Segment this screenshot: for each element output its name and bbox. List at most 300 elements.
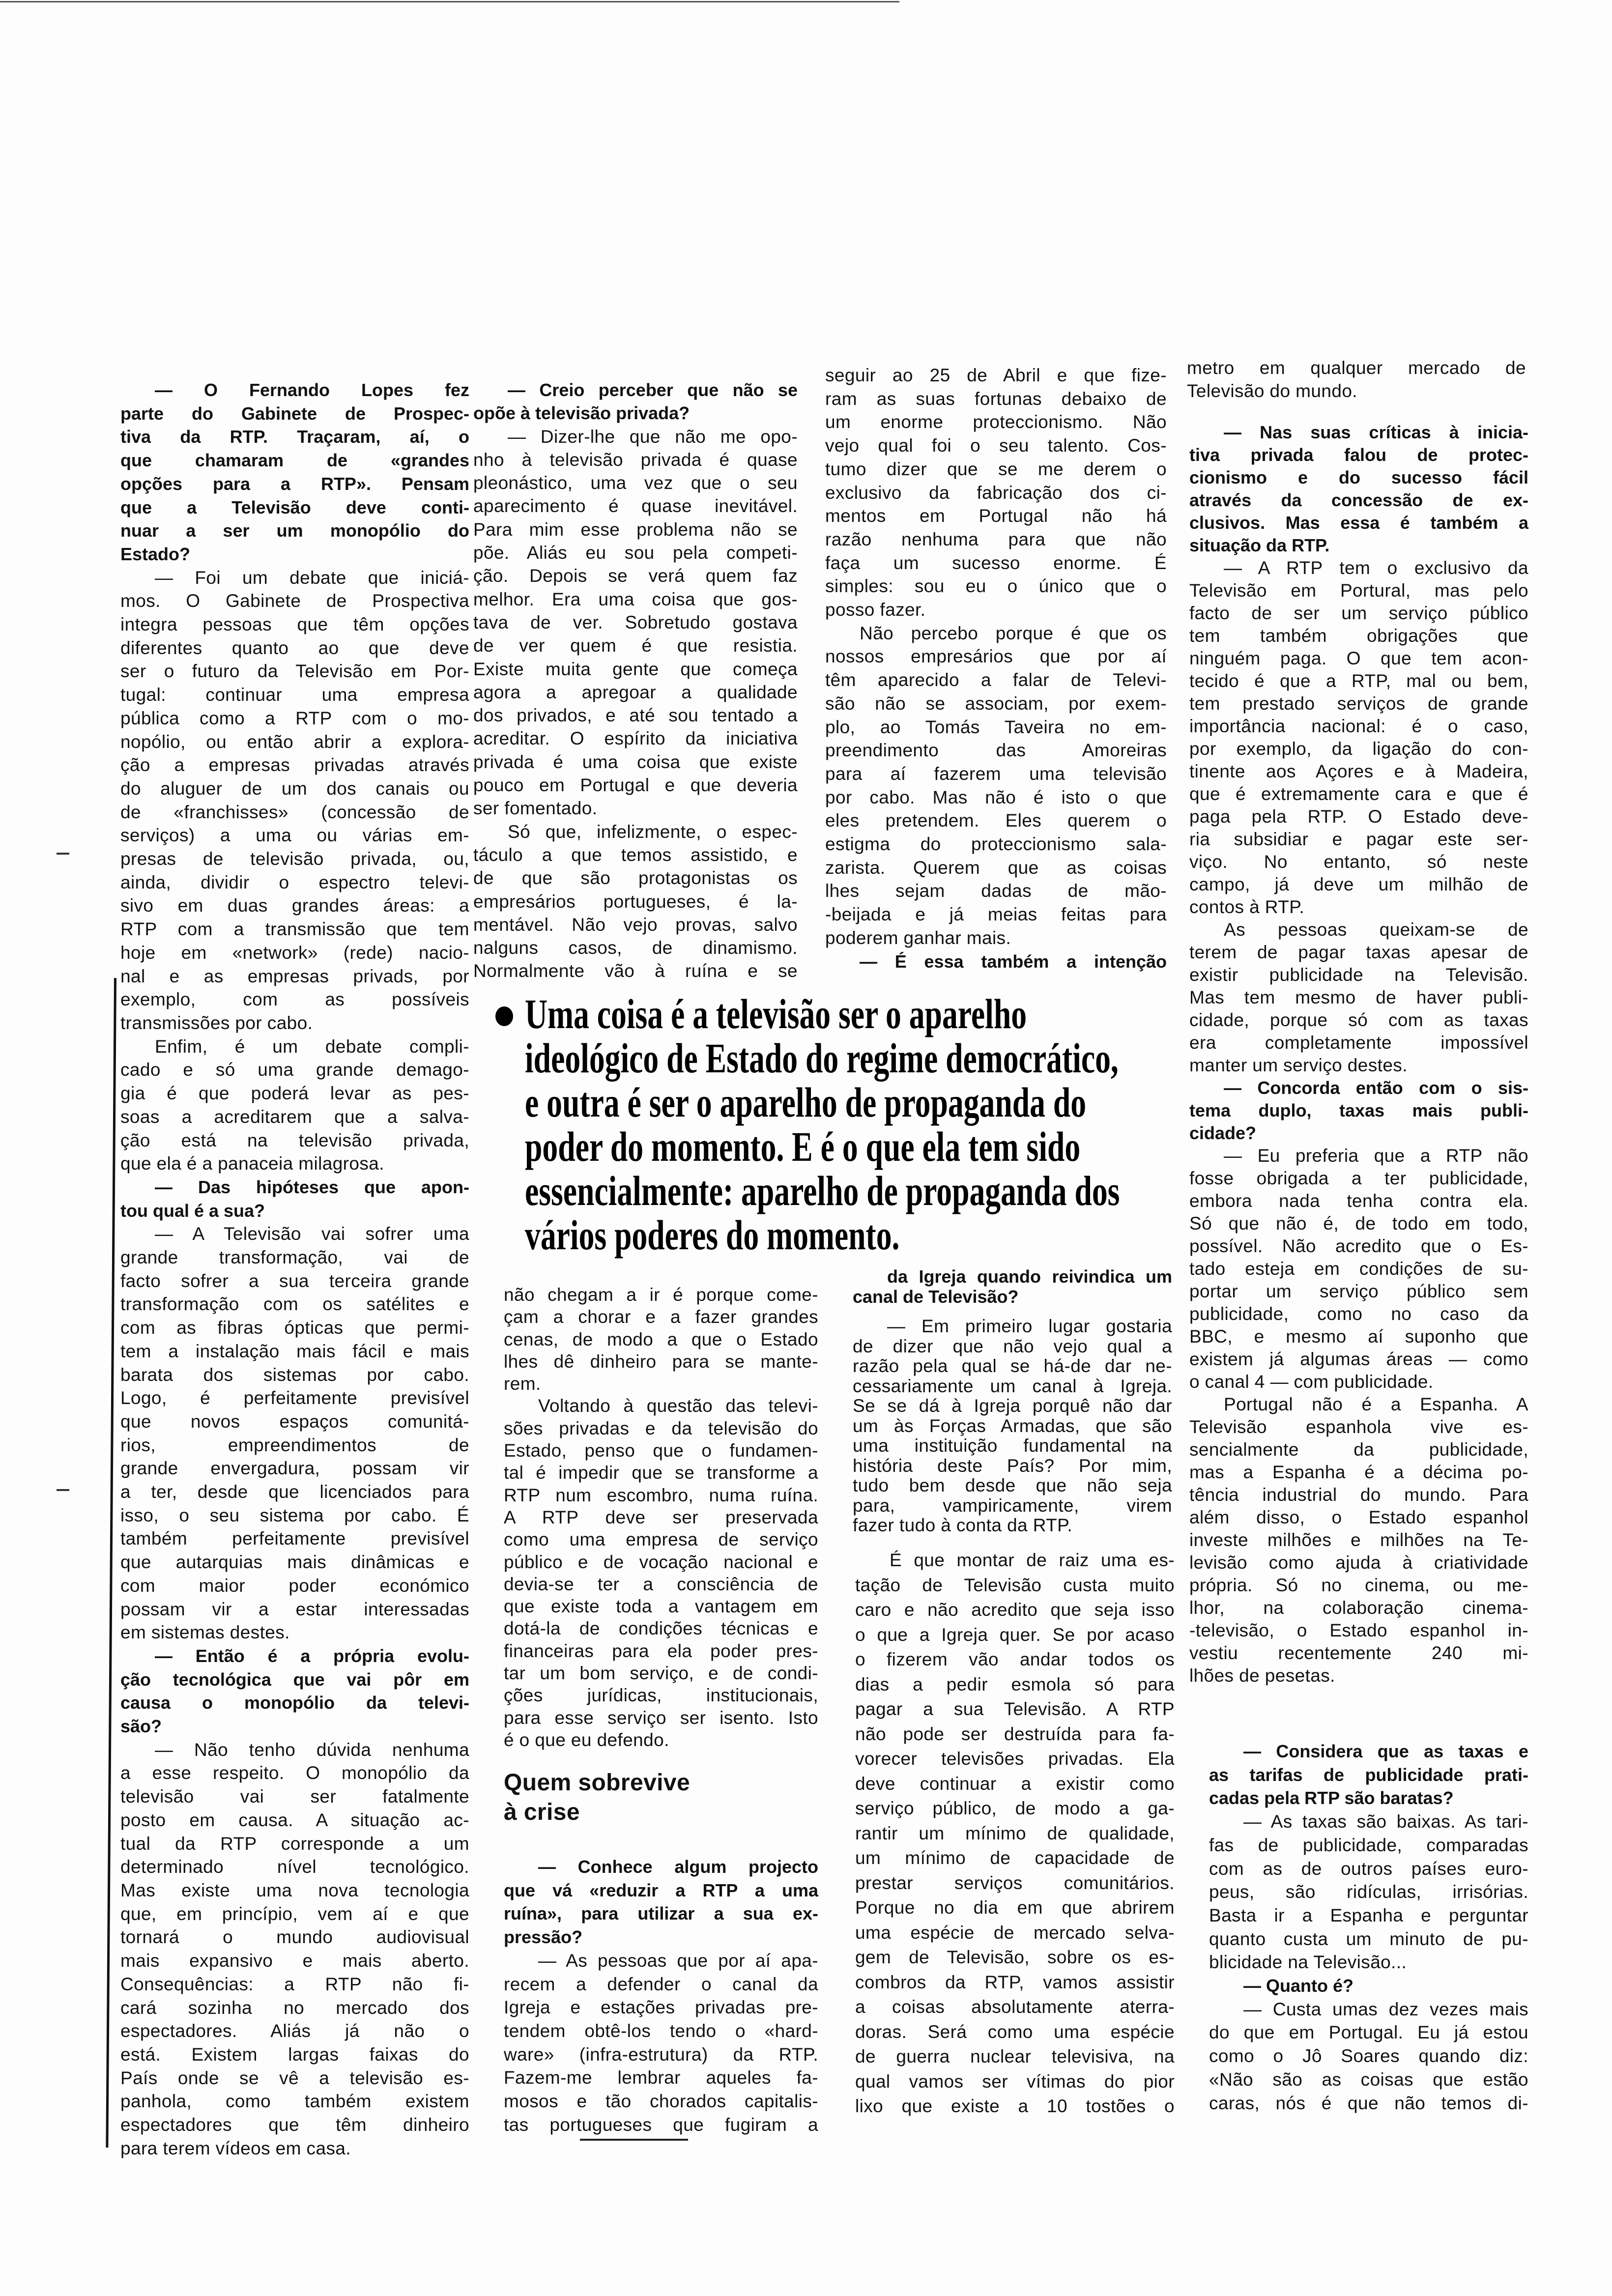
- continuation-block: [1187, 356, 1526, 402]
- pull-quote-line: poder do momento. E é o que ela tem sido: [525, 1123, 1081, 1170]
- text-line: tudo bem desde que não seja: [853, 1475, 1172, 1495]
- text-line: Igreja e estações privadas pre-: [504, 1997, 818, 2018]
- text-line: um mínimo de capacidade de: [855, 1848, 1175, 1868]
- text-line: nho à televisão privada é quase: [473, 449, 798, 470]
- text-line: uma espécie de mercado selva-: [855, 1922, 1175, 1943]
- text-line: além disso, o Estado espanhol: [1189, 1507, 1528, 1527]
- text-line: facto sofrer a sua terceira grande: [120, 1270, 469, 1291]
- text-line: serviços) a uma ou várias em-: [120, 825, 469, 846]
- text-line: não chegam a ir é porque come-: [504, 1285, 818, 1305]
- text-line: diferentes quanto ao que deve: [120, 637, 469, 658]
- question-block: [853, 1267, 1172, 1307]
- text-line: tendem obtê-los tendo o «hard-: [504, 2020, 818, 2041]
- text-line: que vá «reduzir a RTP a uma: [504, 1880, 818, 1900]
- text-line: nossos empresários que por aí: [825, 646, 1167, 667]
- text-line: a esse respeito. O monopólio da: [120, 1763, 469, 1783]
- heading-block: [504, 1768, 818, 1827]
- text-line: Enfim, é um debate compli-: [155, 1036, 469, 1057]
- text-line: campo, já deve um milhão de: [1189, 874, 1528, 894]
- text-line: BBC, e mesmo aí suponho que: [1189, 1326, 1528, 1347]
- text-line: ções jurídicas, institucionais,: [504, 1685, 818, 1706]
- text-line: tas portugueses que fugiram a: [504, 2114, 818, 2135]
- text-line: televisão vai ser fatalmente: [120, 1786, 469, 1807]
- text-line: zarista. Querem que as coisas: [825, 857, 1167, 878]
- text-line: possam vir a estar interessadas: [120, 1599, 469, 1619]
- text-line: grande transformação, vai de: [120, 1247, 469, 1268]
- column-4-lower-text: [1209, 1740, 1528, 2115]
- text-line: a ter, desde que licenciados para: [120, 1482, 469, 1502]
- text-line: vestiu recentemente 240 mi-: [1189, 1643, 1528, 1663]
- section-heading: [504, 1768, 818, 1827]
- text-line: o canal 4 — com publicidade.: [1189, 1372, 1434, 1392]
- text-line: peus, são ridículas, irrisórias.: [1209, 1882, 1528, 1902]
- column-4-intro-text: [1187, 356, 1526, 402]
- text-line: pouco em Portugal e que deveria: [473, 775, 798, 796]
- text-line: — Em primeiro lugar gostaria: [887, 1316, 1172, 1336]
- text-line: são?: [120, 1716, 162, 1737]
- text-line: fas de publicidade, comparadas: [1209, 1835, 1528, 1855]
- text-line: empresários portugueses, é la-: [473, 891, 798, 912]
- text-line: cessariamente um canal à Igreja.: [853, 1376, 1172, 1396]
- pull-quote: [525, 992, 1180, 1257]
- text-line: tem também obrigações que: [1189, 626, 1528, 646]
- text-line: dias a pedir esmola só para: [855, 1674, 1175, 1694]
- text-line: — A RTP tem o exclusivo da: [1224, 558, 1528, 578]
- text-line: — A Televisão vai sofrer uma: [155, 1224, 469, 1244]
- text-line: possível. Não acredito que o Es-: [1189, 1236, 1528, 1256]
- text-line: combros da RTP, vamos assistir: [855, 1972, 1175, 1992]
- text-line: para, vampiricamente, virem: [853, 1495, 1172, 1516]
- text-line: — Concorda então com o sis-: [1224, 1078, 1528, 1098]
- text-line: integra pessoas que têm opções: [120, 614, 469, 635]
- text-line: sencialmente da publicidade,: [1189, 1439, 1528, 1460]
- text-line: é o que eu defendo.: [504, 1729, 669, 1750]
- end-rule: [580, 2139, 688, 2141]
- text-line: ção tecnológica que vai pôr em: [120, 1669, 469, 1690]
- text-line: tiva da RTP. Traçaram, aí, o: [120, 427, 469, 447]
- text-line: ria subsidiar e pagar este ser-: [1189, 829, 1528, 849]
- continuation-block: [825, 364, 1167, 622]
- text-line: tem a instalação mais fácil e mais: [120, 1341, 469, 1361]
- answer-block: [120, 566, 469, 1035]
- text-line: acreditar. O espírito da iniciativa: [473, 728, 798, 749]
- text-line: pagar a sua Televisão. A RTP: [855, 1699, 1175, 1719]
- column-3-lower-text: [853, 1267, 1172, 1536]
- column-2-upper-text: [473, 378, 798, 983]
- text-line: RTP num escombro, numa ruína.: [504, 1485, 818, 1505]
- question-block: [120, 1644, 469, 1738]
- question-block: [120, 378, 469, 566]
- paragraph-block: [855, 1548, 1175, 2119]
- text-line: tou qual é a sua?: [120, 1200, 265, 1221]
- text-line: tugal: continuar uma empresa: [120, 685, 469, 705]
- text-line: soas a acreditarem que a salva-: [120, 1106, 469, 1127]
- pull-quote-line: Uma coisa é a televisão ser o aparelho: [525, 990, 1027, 1037]
- text-line: Fazem-me lembrar aqueles fa-: [504, 2067, 818, 2088]
- text-line: cionismo e do sucesso fácil: [1189, 467, 1528, 488]
- text-line: melhor. Era uma coisa que gos-: [473, 589, 798, 609]
- text-line: posto em causa. A situação ac-: [120, 1809, 469, 1830]
- text-line: presas de televisão privada, ou,: [120, 849, 469, 869]
- text-line: Televisão do mundo.: [1187, 381, 1357, 401]
- text-line: Basta ir a Espanha e perguntar: [1209, 1905, 1528, 1925]
- text-line: de que são protagonistas os: [473, 868, 798, 889]
- text-line: pressão?: [504, 1927, 583, 1948]
- column-1-interview-text: [120, 378, 469, 2160]
- text-line: — Conhece algum projecto: [538, 1857, 818, 1877]
- text-line: exclusivo da fabricação dos ci-: [825, 482, 1167, 503]
- text-line: — Creio perceber que não se: [508, 380, 798, 400]
- answer-block: [1189, 1145, 1528, 1393]
- text-line: RTP com a transmissão que tem: [120, 919, 469, 940]
- text-line: fazer tudo à conta da RTP.: [853, 1515, 1073, 1535]
- text-line: — O Fernando Lopes fez: [155, 380, 469, 400]
- text-line: Consequências: a RTP não fi-: [120, 1974, 469, 1994]
- text-line: ninguém paga. O que tem acon-: [1189, 648, 1528, 668]
- pull-quote-line: ideológico de Estado do regime democrático,: [525, 1034, 1119, 1082]
- text-line: tiva privada falou de protec-: [1189, 445, 1528, 465]
- text-line: lhes dê dinheiro para se mante-: [504, 1351, 818, 1372]
- text-line: tar um bom serviço, e de condi-: [504, 1663, 818, 1684]
- text-line: Mas tem mesmo de haver publi-: [1189, 987, 1528, 1007]
- text-line: çam a chorar e a fazer grandes: [504, 1307, 818, 1327]
- text-line: portar um serviço público sem: [1189, 1281, 1528, 1301]
- text-line: rem.: [504, 1374, 541, 1394]
- text-line: ware» (infra-estrutura) da RTP.: [504, 2044, 818, 2065]
- question-block: [473, 378, 798, 425]
- text-line: cadas pela RTP são baratas?: [1209, 1788, 1454, 1808]
- continuation-block: [504, 1284, 818, 1395]
- text-line: que autarquias mais dinâmicas e: [120, 1552, 469, 1573]
- column-4-main-text: [1189, 421, 1528, 1687]
- text-line: são não se associam, por exem-: [825, 693, 1167, 714]
- text-line: vorecer televisões privadas. Ela: [855, 1749, 1175, 1769]
- text-line: ainda, dividir o espectro televi-: [120, 872, 469, 892]
- question-block: [1209, 1740, 1528, 1810]
- text-line: com as de outros países euro-: [1209, 1858, 1528, 1879]
- text-line: isso, o seu sistema por cabo. É: [120, 1505, 469, 1525]
- text-line: agora a apregoar a qualidade: [473, 682, 798, 702]
- text-line: — Considera que as taxas e: [1243, 1741, 1528, 1761]
- text-line: dotá-la de condições técnicas e: [504, 1618, 818, 1639]
- text-line: — Foi um debate que iniciá-: [155, 567, 469, 588]
- text-line: Se se dá à Igreja porquê não dar: [853, 1396, 1172, 1416]
- text-line: com maior poder económico: [120, 1575, 469, 1596]
- text-line: caro e não acredito que seja isso: [855, 1600, 1175, 1620]
- text-line: do que em Portugal. Eu já estou: [1209, 2022, 1528, 2043]
- text-line: pleonástico, uma vez que o seu: [473, 473, 798, 493]
- text-line: faça um sucesso enorme. É: [825, 552, 1167, 573]
- text-line: uma instituição fundamental na: [853, 1435, 1172, 1456]
- text-line: — Custa umas dez vezes mais: [1243, 1999, 1528, 2019]
- text-line: nalguns casos, de dinamismo.: [473, 938, 798, 958]
- text-line: de «franchisses» (concessão de: [120, 802, 469, 822]
- text-line: existir publicidade na Televisão.: [1189, 965, 1528, 985]
- text-line: — Nas suas críticas à inicia-: [1224, 422, 1528, 442]
- text-line: cenas, de modo a que o Estado: [504, 1329, 818, 1349]
- text-line: canal de Televisão?: [853, 1286, 1019, 1307]
- text-line: embora nada tenha contra ela.: [1189, 1191, 1528, 1211]
- text-line: nuar a ser um monopólio do: [120, 520, 469, 541]
- text-line: — Então é a própria evolu-: [155, 1645, 469, 1666]
- text-line: eles pretendem. Eles querem o: [825, 810, 1167, 831]
- text-line: tado esteja em condições de su-: [1189, 1259, 1528, 1279]
- text-line: panhola, como também existem: [120, 2091, 469, 2112]
- text-line: metro em qualquer mercado de: [1187, 358, 1526, 378]
- text-line: tal é impedir que se transforme a: [504, 1463, 818, 1483]
- text-line: de ver quem é que resistia.: [473, 635, 798, 656]
- text-line: cado e só uma grande demago-: [120, 1060, 469, 1080]
- text-line: Porque no dia em que abrirem: [855, 1897, 1175, 1918]
- text-line: rios, empreendimentos de: [120, 1435, 469, 1455]
- text-line: devia-se ter a consciência de: [504, 1574, 818, 1594]
- text-line: causa o monopólio da televi-: [120, 1693, 469, 1713]
- text-line: era completamente impossível: [1189, 1033, 1528, 1053]
- text-line: posso fazer.: [825, 600, 926, 620]
- text-line: a coisas absolutamente aterra-: [855, 1997, 1175, 2017]
- text-line: A RTP deve ser preservada: [504, 1507, 818, 1527]
- text-line: história deste País? Por mim,: [853, 1455, 1172, 1476]
- text-line: — Das hipóteses que apon-: [155, 1177, 469, 1197]
- paragraph-block: [1189, 918, 1528, 1077]
- text-line: também perfeitamente previsível: [120, 1528, 469, 1549]
- text-line: hoje em «network» (rede) nacio-: [120, 942, 469, 963]
- text-line: publicidade, como no caso da: [1189, 1304, 1528, 1324]
- top-border-rule: [0, 1, 899, 2]
- text-line: lixo que existe a 10 tostões o: [855, 2096, 1175, 2116]
- text-line: gem de Televisão, sobre os es-: [855, 1947, 1175, 1967]
- text-line: financeiras para ela poder pres-: [504, 1640, 818, 1661]
- text-line: Estado?: [120, 544, 191, 564]
- margin-tick-mark: [57, 853, 69, 855]
- text-line: própria. Só no cinema, ou me-: [1189, 1575, 1528, 1595]
- text-line: transformação com os satélites e: [120, 1294, 469, 1315]
- text-line: viço. No entanto, só neste: [1189, 852, 1528, 872]
- text-line: tação de Televisão custa muito: [855, 1575, 1175, 1595]
- text-line: estigma do proteccionismo sala-: [825, 834, 1167, 855]
- text-line: põe. Aliás eu sou pela competi-: [473, 543, 798, 563]
- answer-block: [1209, 1998, 1528, 2115]
- text-line: mas a Espanha é a décima po-: [1189, 1462, 1528, 1482]
- text-line: parte do Gabinete de Prospec-: [120, 403, 469, 424]
- text-line: É que montar de raiz uma es-: [890, 1550, 1175, 1570]
- paragraph-block: [825, 622, 1167, 950]
- text-line: para esse serviço ser isento. Isto: [504, 1707, 818, 1728]
- text-line: Só que não é, de todo em todo,: [1189, 1213, 1528, 1234]
- text-line: mos. O Gabinete de Prospectiva: [120, 591, 469, 611]
- text-line: está. Existem largas faixas do: [120, 2044, 469, 2065]
- text-line: Televisão espanhola vive es-: [1189, 1417, 1528, 1437]
- text-line: como o Jô Soares quando diz:: [1209, 2046, 1528, 2066]
- pull-quote-line: essencialmente: aparelho de propaganda dos: [525, 1167, 1120, 1214]
- text-line: opõe à televisão privada?: [473, 403, 690, 424]
- text-line: recem a defender o canal da: [504, 1974, 818, 1994]
- text-line: facto de ser um serviço público: [1189, 603, 1528, 623]
- text-line: seguir ao 25 de Abril e que fize-: [825, 365, 1167, 385]
- answer-block: [1209, 1810, 1528, 1974]
- text-line: investe milhões e milhões na Te-: [1189, 1530, 1528, 1550]
- text-line: razão pela qual se há-de dar ne-: [853, 1356, 1172, 1376]
- question-block: [120, 1176, 469, 1222]
- text-line: tumo dizer que se me derem o: [825, 459, 1167, 479]
- text-line: aparecimento é quase inevitável.: [473, 496, 798, 517]
- text-line: tinente aos Açores e à Madeira,: [1189, 761, 1528, 781]
- text-line: — Eu preferia que a RTP não: [1224, 1146, 1528, 1166]
- text-line: pública como a RTP com o mo-: [120, 708, 469, 728]
- text-line: determinado nível tecnológico.: [120, 1857, 469, 1877]
- pull-quote-line: vários poderes do momento.: [525, 1211, 900, 1259]
- text-line: quanto custa um minuto de pu-: [1209, 1928, 1528, 1949]
- text-line: -beijada e já meias feitas para: [825, 904, 1167, 925]
- text-line: mentos em Portugal não há: [825, 506, 1167, 526]
- text-line: Estado, penso que o fundamen-: [504, 1440, 818, 1461]
- text-line: barata dos sistemas por cabo.: [120, 1364, 469, 1385]
- text-line: — As pessoas que por aí apa-: [538, 1950, 818, 1971]
- column-2-bottom-text: [504, 1855, 818, 2136]
- column-2-lower-text: [504, 1284, 818, 1751]
- text-line: gia é que poderá levar as pes-: [120, 1083, 469, 1104]
- question-block: [825, 950, 1167, 974]
- text-line: rantir um mínimo de qualidade,: [855, 1823, 1175, 1843]
- text-line: — É essa também a intenção: [860, 951, 1167, 972]
- text-line: de guerra nuclear televisiva, na: [855, 2046, 1175, 2066]
- text-line: preendimento das Amoreiras: [825, 740, 1167, 761]
- text-line: espectadores que têm dinheiro: [120, 2115, 469, 2135]
- pull-quote-line: e outra é ser o aparelho de propaganda do: [525, 1079, 1087, 1126]
- text-line: que a Televisão deve conti-: [120, 497, 469, 517]
- text-line: mosos e tão chorados capitalis-: [504, 2091, 818, 2112]
- answer-block: [1189, 557, 1528, 918]
- text-line: ruína», para utilizar a sua ex-: [504, 1903, 818, 1924]
- text-line: não pode ser destruída para fa-: [855, 1723, 1175, 1744]
- text-line: fosse obrigada a ter publicidade,: [1189, 1168, 1528, 1188]
- text-line: «Não são as coisas que estão: [1209, 2069, 1528, 2090]
- answer-block: [504, 1949, 818, 2137]
- text-line: poderem ganhar mais.: [825, 927, 1011, 948]
- text-line: mais expansivo e mais aberto.: [120, 1951, 469, 1971]
- text-line: para terem vídeos em casa.: [120, 2138, 351, 2158]
- text-line: doras. Será como uma espécie: [855, 2021, 1175, 2042]
- text-line: ser o futuro da Televisão em Por-: [120, 661, 469, 682]
- answer-block: [473, 425, 798, 820]
- question-block: [504, 1855, 818, 1949]
- text-line: lhões de pesetas.: [1189, 1665, 1335, 1686]
- text-line: com as fibras ópticas que permi-: [120, 1318, 469, 1338]
- question-block: [1189, 1077, 1528, 1145]
- text-line: nal e as empresas privads, por: [120, 966, 469, 986]
- text-line: Televisão em Portural, mas pelo: [1189, 580, 1528, 601]
- column-3-bottom-text: [855, 1548, 1175, 2119]
- text-line: contos à RTP.: [1189, 897, 1305, 917]
- paragraph-block: [1189, 1393, 1528, 1687]
- text-line: sões privadas e da televisão do: [504, 1418, 818, 1438]
- text-line: o que a Igreja quer. Se por acaso: [855, 1624, 1175, 1645]
- text-line: razão nenhuma para que não: [825, 529, 1167, 549]
- text-line: opções para a RTP». Pensam: [120, 473, 469, 494]
- text-line: cará sozinha no mercado dos: [120, 1997, 469, 2018]
- text-line: privada é uma coisa que existe: [473, 751, 798, 772]
- text-line: mentável. Não vejo provas, salvo: [473, 914, 798, 935]
- text-line: tual da RTP corresponde a um: [120, 1833, 469, 1854]
- text-line: — Não tenho dúvida nenhuma: [155, 1739, 469, 1760]
- text-line: Não percebo porque é que os: [860, 623, 1167, 643]
- text-line: — Quanto é?: [1243, 1976, 1353, 1996]
- text-line: por cabo. Mas não é isto o que: [825, 787, 1167, 807]
- heading-line: Quem sobrevive: [504, 1770, 691, 1796]
- text-line: que novos espaços comunitá-: [120, 1411, 469, 1432]
- text-line: táculo a que temos assistido, e: [473, 844, 798, 865]
- text-line: vejo qual foi o seu talento. Cos-: [825, 435, 1167, 456]
- text-line: lhes sejam dadas de mão-: [825, 881, 1167, 901]
- text-line: que ela é a panaceia milagrosa.: [120, 1153, 384, 1174]
- text-line: plo, ao Tomás Taveira no em-: [825, 717, 1167, 737]
- text-line: por exemplo, da ligação do con-: [1189, 739, 1528, 759]
- text-line: sivo em duas grandes áreas: a: [120, 895, 469, 916]
- text-line: terem de pagar taxas apesar de: [1189, 942, 1528, 962]
- text-line: prestar serviços comunitários.: [855, 1872, 1175, 1893]
- text-line: tema duplo, taxas mais publi-: [1189, 1100, 1528, 1120]
- text-line: lhor, na colaboração cinema-: [1189, 1598, 1528, 1618]
- paragraph-block: [504, 1395, 818, 1751]
- paragraph-block: [120, 1035, 469, 1176]
- text-line: Só que, infelizmente, o espec-: [508, 821, 798, 842]
- text-line: tecido é que a RTP, mal ou bem,: [1189, 671, 1528, 691]
- margin-tick-mark: [57, 1489, 69, 1491]
- text-line: tava de ver. Sobretudo gostava: [473, 612, 798, 632]
- text-line: ção. Depois se verá quem faz: [473, 566, 798, 586]
- text-line: importância nacional: é o caso,: [1189, 716, 1528, 736]
- text-line: um às Forças Armadas, que são: [853, 1415, 1172, 1436]
- text-line: clusivos. Mas essa é também a: [1189, 513, 1528, 533]
- text-line: da Igreja quando reivindica um: [887, 1266, 1172, 1287]
- heading-line: à crise: [504, 1799, 580, 1825]
- text-line: que, em princípio, vem aí e que: [120, 1903, 469, 1924]
- text-line: Voltando à questão das televi-: [538, 1396, 818, 1416]
- text-line: — As taxas são baixas. As tari-: [1243, 1811, 1528, 1832]
- text-line: Normalmente vão à ruína e se: [473, 961, 798, 981]
- text-line: ser fomentado.: [473, 798, 598, 819]
- column-edge-rule: [106, 978, 116, 2148]
- question-block: [1209, 1974, 1528, 1998]
- text-line: existem já algumas áreas — como: [1189, 1349, 1528, 1369]
- text-line: simples: sou eu o único que o: [825, 576, 1167, 597]
- text-line: blicidade na Televisão...: [1209, 1952, 1407, 1973]
- text-line: Para mim esse problema não se: [473, 519, 798, 540]
- text-line: -televisão, o Estado espanhol in-: [1189, 1620, 1528, 1640]
- text-line: as tarifas de publicidade prati-: [1209, 1764, 1528, 1785]
- column-3-upper-text: [825, 364, 1167, 973]
- text-line: Existe muita gente que começa: [473, 659, 798, 679]
- text-line: serviço público, de modo a ga-: [855, 1798, 1175, 1818]
- question-block: [1189, 421, 1528, 557]
- text-line: de dizer que não vejo qual a: [853, 1336, 1172, 1356]
- text-line: As pessoas queixam-se de: [1224, 919, 1528, 940]
- text-line: ção está na televisão privada,: [120, 1130, 469, 1150]
- text-line: ram as suas fortunas debaixo de: [825, 388, 1167, 409]
- text-line: caras, nós é que não temos di-: [1209, 2093, 1528, 2113]
- text-line: qual vamos ser vítimas do pior: [855, 2071, 1175, 2092]
- text-line: para aí fazerem uma televisão: [825, 763, 1167, 784]
- answer-block: [120, 1738, 469, 2160]
- text-line: tornará o mundo audiovisual: [120, 1927, 469, 1948]
- text-line: um enorme proteccionismo. Não: [825, 412, 1167, 432]
- text-line: exemplo, com as possíveis: [120, 989, 469, 1010]
- text-line: País onde se vê a televisão es-: [120, 2067, 469, 2088]
- text-line: deve continuar a existir como: [855, 1773, 1175, 1794]
- text-line: manter um serviço destes.: [1189, 1055, 1408, 1075]
- answer-block: [120, 1222, 469, 1644]
- text-line: cidade, porque só com as taxas: [1189, 1010, 1528, 1030]
